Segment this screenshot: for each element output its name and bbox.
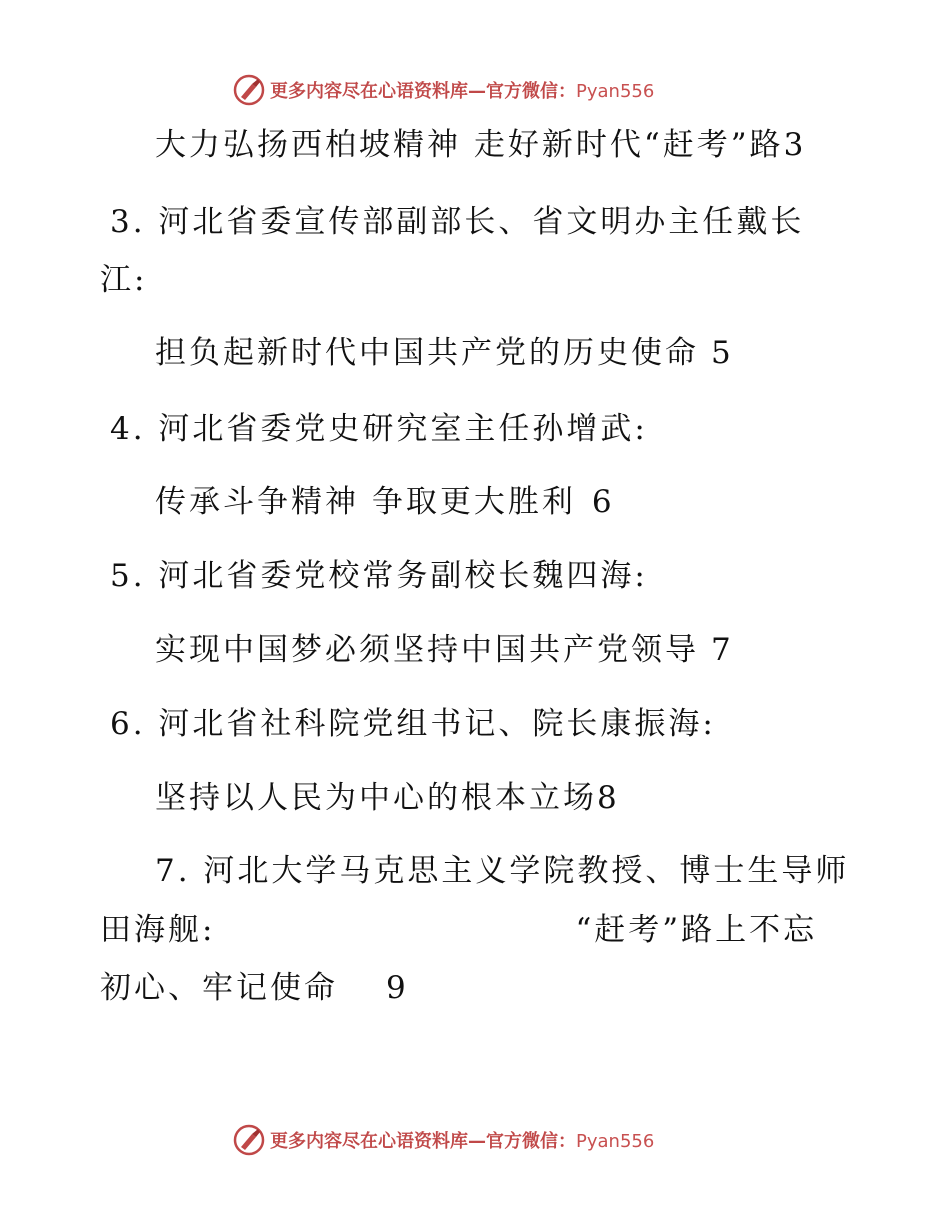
toc-entry-3: 担负起新时代中国共产党的历史使命 5: [155, 335, 734, 371]
watermark-text: 更多内容尽在心语资料库—官方微信：Pyan556: [270, 1131, 655, 1152]
toc-author-4: 4. 河北省委党史研究室主任孙增武:: [110, 411, 648, 447]
toc-entry-6: 坚持以人民为中心的根本立场8: [155, 780, 620, 816]
footer-watermark: [232, 1122, 654, 1158]
toc-author-3: 3. 河北省委宣传部副部长、省文明办主任戴长: [110, 204, 805, 240]
toc-entry-4: 传承斗争精神 争取更大胜利 6: [155, 484, 615, 520]
toc-entry-5: 实现中国梦必须坚持中国共产党领导 7: [155, 632, 734, 668]
header-watermark: [232, 72, 654, 108]
pen-logo-icon: [232, 1123, 266, 1157]
toc-entry-7: 初心、牢记使命 9: [100, 970, 409, 1006]
pen-logo-icon: [232, 73, 266, 107]
toc-author-6: 6. 河北省社科院党组书记、院长康振海:: [110, 706, 716, 742]
toc-author-5: 5. 河北省委党校常务副校长魏四海:: [110, 558, 648, 594]
watermark-text: 更多内容尽在心语资料库—官方微信：Pyan556: [270, 81, 655, 102]
toc-author-7-cont: 田海舰: “赶考”路上不忘: [100, 912, 818, 948]
toc-entry-1: 大力弘扬西柏坡精神 走好新时代“赶考”路3: [155, 127, 807, 163]
toc-author-3-cont: 江:: [100, 262, 148, 298]
toc-author-7: 7. 河北大学马克思主义学院教授、博士生导师: [155, 853, 850, 889]
